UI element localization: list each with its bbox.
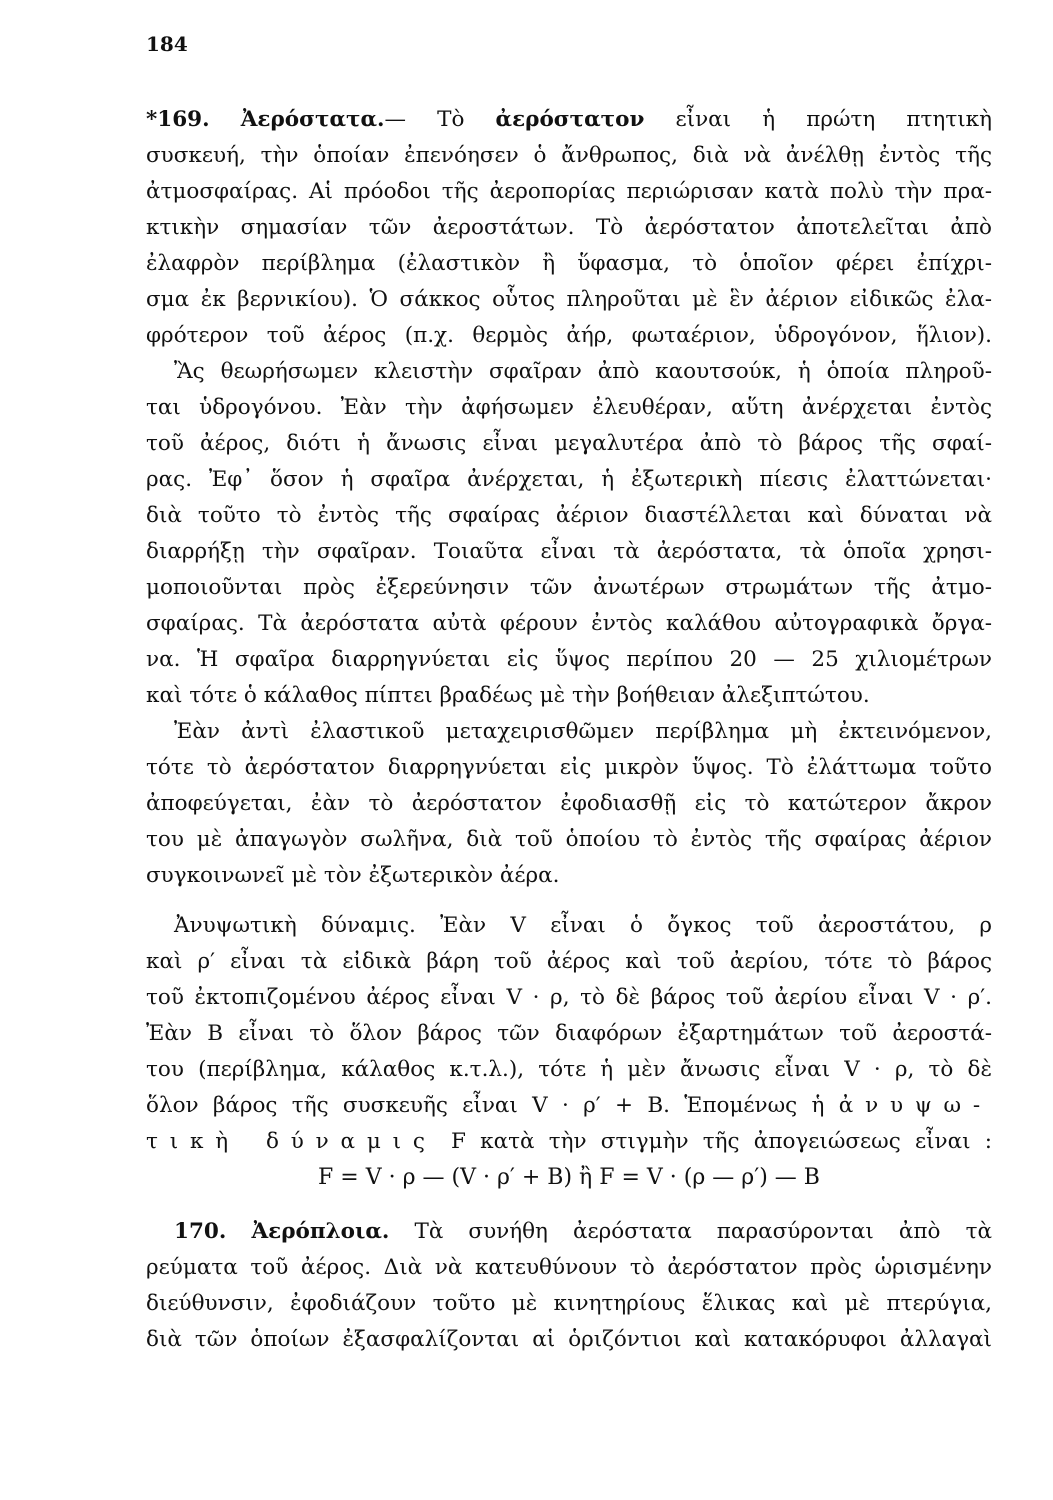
text-line: ἀποφεύγεται, ἐὰν τὸ ἀερόστατον ἐφοδιασθῇ εἰς τὸ κατώτερον ἄκρον — [146, 791, 992, 816]
section-170-line1-b: Τὰ συνήθη ἀερόστατα παρασύρονται ἀπὸ τὰ — [414, 1219, 992, 1244]
spaced-term-part: τικὴ δύναμις — [146, 1129, 437, 1154]
section-169-line1-a: Τὸ — [437, 107, 465, 132]
text-line: τότε τὸ ἀερόστατον διαρρηγνύεται εἰς μικρὸν ὕψος. Τὸ ἐλάττωμα τοῦτο — [146, 755, 992, 780]
spaced-term-part: ἀνυψω- — [838, 1093, 992, 1118]
lift-formula: F = V · ρ — (V · ρ′ + Β) ἢ F = V · (ρ — ρ′) — Β — [318, 1165, 820, 1190]
text-line: ἀτμοσφαίρας. Αἱ πρόοδοι τῆς ἀεροπορίας περιώρισαν κατὰ πολὺ τὴν πρα- — [146, 179, 992, 204]
section-170-heading-line — [146, 1216, 992, 1248]
text-line: Ἂς θεωρήσωμεν κλειστὴν σφαῖραν ἀπὸ καουτσούκ, ἡ ὁποία πληροῦ- — [174, 359, 992, 384]
text-segment: F κατὰ τὴν στιγμὴν τῆς ἀπογειώσεως εἶναι : — [451, 1129, 992, 1154]
text-line: ται ὑδρογόνου. Ἐὰν τὴν ἀφήσωμεν ἐλευθέραν, αὕτη ἀνέρχεται ἐντὸς — [146, 395, 992, 420]
lift-line-6 — [146, 1090, 992, 1122]
text-line: Ἐὰν ἀντὶ ἐλαστικοῦ μεταχειρισθῶμεν περίβλημα μὴ ἐκτεινόμενον, — [174, 719, 992, 744]
text-line: συγκοινωνεῖ μὲ τὸν ἐξωτερικὸν ἀέρα. — [146, 863, 560, 888]
text-line: ρας. Ἐφ᾽ ὅσον ἡ σφαῖρα ἀνέρχεται, ἡ ἐξωτερικὴ πίεσις ἐλαττώνεται· — [146, 467, 992, 492]
text-line: ἐλαφρὸν περίβλημα (ἐλαστικὸν ἢ ὕφασμα, τὸ ὁποῖον φέρει ἐπίχρι- — [146, 251, 992, 276]
text-line: του μὲ ἀπαγωγὸν σωλῆνα, διὰ τοῦ ὁποίου τὸ ἐντὸς τῆς σφαίρας ἀέριον — [146, 827, 992, 852]
text-line: τοῦ ἐκτοπιζομένου ἀέρος εἶναι V · ρ, τὸ δὲ βάρος τοῦ ἀερίου εἶναι V · ρ′. — [146, 985, 992, 1010]
page-number: 184 — [146, 32, 188, 56]
section-169-line1-b: εἶναι ἡ πρώτη πτητικὴ — [675, 107, 992, 132]
text-line: διεύθυνσιν, ἐφοδιάζουν τοῦτο μὲ κινητηρίους ἕλικας καὶ μὲ πτερύγια, — [146, 1291, 992, 1316]
section-169-heading-line — [146, 104, 992, 136]
section-169-dash: — — [384, 107, 406, 132]
text-line: διὰ τοῦτο τὸ ἐντὸς τῆς σφαίρας ἀέριον διαστέλλεται καὶ δύναται νὰ — [146, 503, 992, 528]
text-line: σμα ἐκ βερνικίου). Ὁ σάκκος οὗτος πληροῦται μὲ ἓν ἀέριον εἰδικῶς ἐλα- — [146, 287, 992, 312]
text-line: καὶ τότε ὁ κάλαθος πίπτει βραδέως μὲ τὴν βοήθειαν ἀλεξιπτώτου. — [146, 683, 870, 708]
lift-heading-line: Ἀνυψωτικὴ δύναμις. Ἐὰν V εἶναι ὁ ὄγκος τοῦ ἀεροστάτου, ρ — [174, 913, 992, 938]
text-line: διαρρήξῃ τὴν σφαῖραν. Τοιαῦτα εἶναι τὰ ἀερόστατα, τὰ ὁποῖα χρησι- — [146, 539, 992, 564]
text-line: καὶ ρ′ εἶναι τὰ εἰδικὰ βάρη τοῦ ἀέρος καὶ τοῦ ἀερίου, τότε τὸ βάρος — [146, 949, 992, 974]
text-line: σφαίρας. Τὰ ἀερόστατα αὐτὰ φέρουν ἐντὸς καλάθου αὐτογραφικὰ ὄργα- — [146, 611, 992, 636]
text-line: φρότερον τοῦ ἀέρος (π.χ. θερμὸς ἀήρ, φωταέριον, ὑδρογόνον, ἥλιον). — [146, 323, 992, 348]
text-line: συσκευή, τὴν ὁποίαν ἐπενόησεν ὁ ἄνθρωπος, διὰ νὰ ἀνέλθῃ ἐντὸς τῆς — [146, 143, 992, 168]
text-line: να. Ἡ σφαῖρα διαρρηγνύεται εἰς ὕψος περίπου 20 — 25 χιλιομέτρων — [146, 647, 992, 672]
text-line: ρεύματα τοῦ ἀέρος. Διὰ νὰ κατευθύνουν τὸ ἀερόστατον πρὸς ὡρισμένην — [146, 1255, 992, 1280]
text-line: διὰ τῶν ὁποίων ἐξασφαλίζονται αἱ ὁριζόντιοι καὶ κατακόρυφοι ἀλλαγαὶ — [146, 1327, 992, 1352]
text-line: κτικὴν σημασίαν τῶν ἀεροστάτων. Τὸ ἀερόστατον ἀποτελεῖται ἀπὸ — [146, 215, 992, 240]
text-line: τοῦ ἀέρος, διότι ἡ ἄνωσις εἶναι μεγαλυτέρα ἀπὸ τὸ βάρος τῆς σφαί- — [146, 431, 992, 456]
lift-line-7 — [146, 1126, 992, 1158]
text-line: μοποιοῦνται πρὸς ἐξερεύνησιν τῶν ἀνωτέρων στρωμάτων τῆς ἀτμο- — [146, 575, 992, 600]
section-169-term: ἀερόστατον — [495, 107, 645, 132]
section-170-number: 170. — [174, 1219, 227, 1244]
section-169-number: *169. — [146, 107, 210, 132]
section-170-title: Ἀερόπλοια. — [251, 1219, 390, 1244]
text-line: του (περίβλημα, κάλαθος κ.τ.λ.), τότε ἡ μὲν ἄνωσις εἶναι V · ρ, τὸ δὲ — [146, 1057, 992, 1082]
text-line: Ἐὰν Β εἶναι τὸ ὅλον βάρος τῶν διαφόρων ἐξαρτημάτων τοῦ ἀεροστά- — [146, 1021, 992, 1046]
text-segment: ὅλον βάρος τῆς συσκευῆς εἶναι V · ρ′ + Β. Ἑπομένως ἡ — [146, 1093, 825, 1118]
section-169-title: Ἀερόστατα. — [240, 107, 385, 132]
